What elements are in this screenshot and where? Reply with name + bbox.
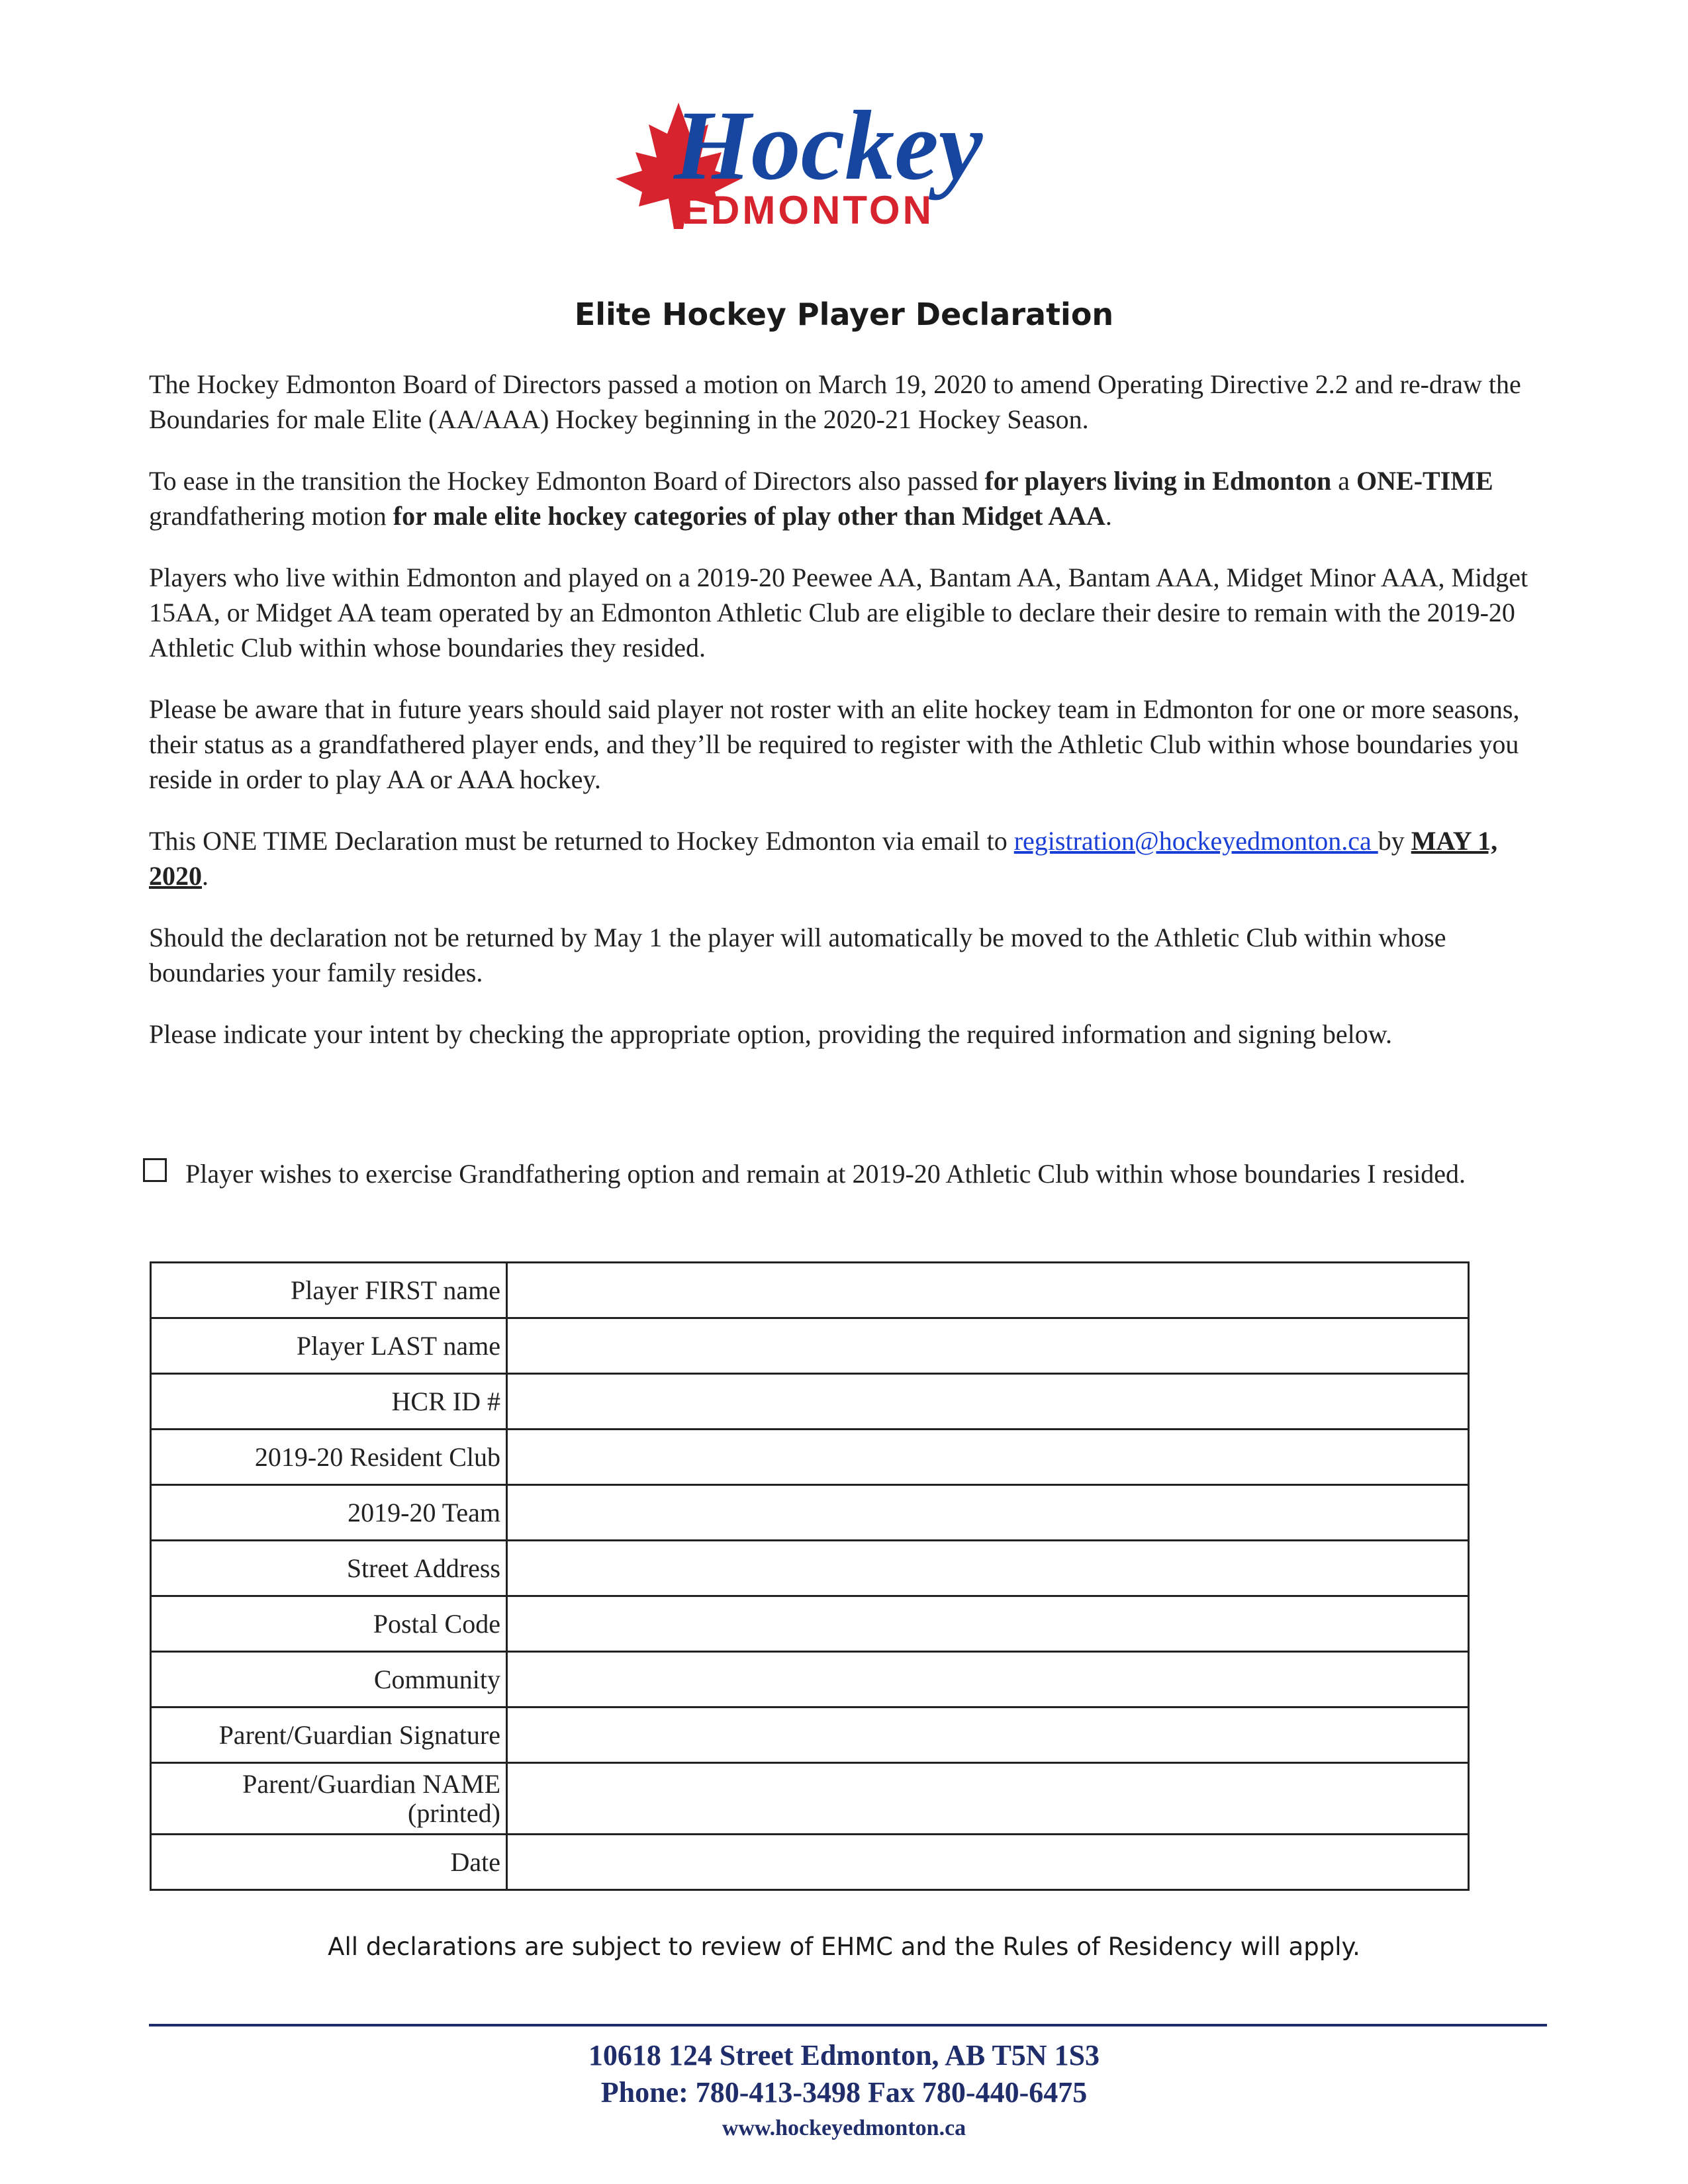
date-field[interactable] [508,1848,1470,1878]
form-label: Parent/Guardian Signature [151,1707,507,1763]
page-title: Elite Hockey Player Declaration [574,296,1114,332]
paragraph-instructions: Please indicate your intent by checking the appropriate option, providing the required information and signing below. [149,1019,1393,1049]
grandfathering-checkbox[interactable] [143,1158,167,1182]
paragraph-warning: Please be aware that in future years should said player not roster with an elite hockey team in Edmonton for one or more seasons, their status as a grandfathered player ends, and they’ll be required to register with the Athletic Club within whose boundaries you reside in order to play AA or AAA hockey. [149,694,1520,794]
form-row [151,1596,1469,1652]
grandfathering-option-label: Player wishes to exercise Grandfathering option and remain at 2019-20 Athletic Club within whose boundaries I resided. [185,1159,1466,1189]
form-row [151,1763,1469,1835]
deadline-text: MAY 1, 2020 [149,826,1498,891]
form-row [151,1652,1469,1707]
form-label: Street Address [151,1541,507,1596]
form-label: 2019-20 Resident Club [151,1430,507,1485]
postal-code-field[interactable] [508,1610,1470,1639]
paragraph-default: Should the declaration not be returned by May 1 the player will automatically be moved to the Athletic Club within whose boundaries your family resides. [149,923,1446,987]
form-label: Date [151,1835,507,1890]
form-row [151,1835,1469,1890]
hockey-edmonton-logo [616,93,1092,232]
form-label: Parent/Guardian NAME (printed) [151,1763,507,1835]
paragraph-eligibility: Players who live within Edmonton and played on a 2019-20 Peewee AA, Bantam AA, Bantam AAA, Midget Minor AAA, Midget 15AA, or Midget AA team operated by an Edmonton Athletic Club are eligible to declare their desire to remain with the 2019-20 Athletic Club within whose boundaries they resided. [149,563,1528,662]
footer-phone: Phone: 780-413-3498 Fax 780-440-6475 [600,2076,1088,2109]
guardian-name-field[interactable] [508,1785,1470,1814]
resident-club-field[interactable] [508,1443,1470,1473]
team-field[interactable] [508,1499,1470,1528]
form-row [151,1541,1469,1596]
paragraph-transition: To ease in the transition the Hockey Edmonton Board of Directors also passed for players living in Edmonton a ONE-TIME grandfathering motion for male elite hockey categories of play other than Midget AAA. [149,466,1493,531]
form-label: Postal Code [151,1596,507,1652]
maple-leaf-logo-icon [616,93,1092,232]
form-label: 2019-20 Team [151,1485,507,1541]
logo-word-hockey: Hockey [674,93,983,201]
form-row [151,1430,1469,1485]
form-row [151,1485,1469,1541]
player-last-name-field[interactable] [508,1332,1470,1361]
form-row [151,1318,1469,1374]
paragraph-motion: The Hockey Edmonton Board of Directors passed a motion on March 19, 2020 to amend Operating Directive 2.2 and re-draw the Boundaries for male Elite (AA/AAA) Hockey beginning in the 2020-21 Hockey Season. [149,369,1521,434]
review-note: All declarations are subject to review of EHMC and the Rules of Residency will apply. [328,1933,1360,1961]
logo-word-edmonton: EDMONTON [682,188,934,232]
form-label: HCR ID # [151,1374,507,1430]
footer-website[interactable]: www.hockeyedmonton.ca [722,2116,966,2140]
form-label: Player LAST name [151,1318,507,1374]
hcr-id-field[interactable] [508,1388,1470,1417]
grandfathering-option [143,1153,1553,1195]
email-link[interactable]: registration@hockeyedmonton.ca [1013,826,1378,856]
footer [0,2037,1688,2146]
form-label: Player FIRST name [151,1263,507,1318]
form-row [151,1263,1469,1318]
form-row [151,1707,1469,1763]
footer-divider [149,2024,1547,2026]
footer-address: 10618 124 Street Edmonton, AB T5N 1S3 [588,2039,1100,2071]
street-address-field[interactable] [508,1555,1470,1584]
guardian-signature-field[interactable] [508,1721,1470,1751]
form-label: Community [151,1652,507,1707]
form-row [151,1374,1469,1430]
intro-text [149,367,1546,1078]
paragraph-return: This ONE TIME Declaration must be returned to Hockey Edmonton via email to registration@hockeyedmonton.ca by MAY 1, 2020. [149,826,1498,891]
player-first-name-field[interactable] [508,1277,1470,1306]
declaration-form-table [150,1261,1470,1891]
community-field[interactable] [508,1666,1470,1695]
